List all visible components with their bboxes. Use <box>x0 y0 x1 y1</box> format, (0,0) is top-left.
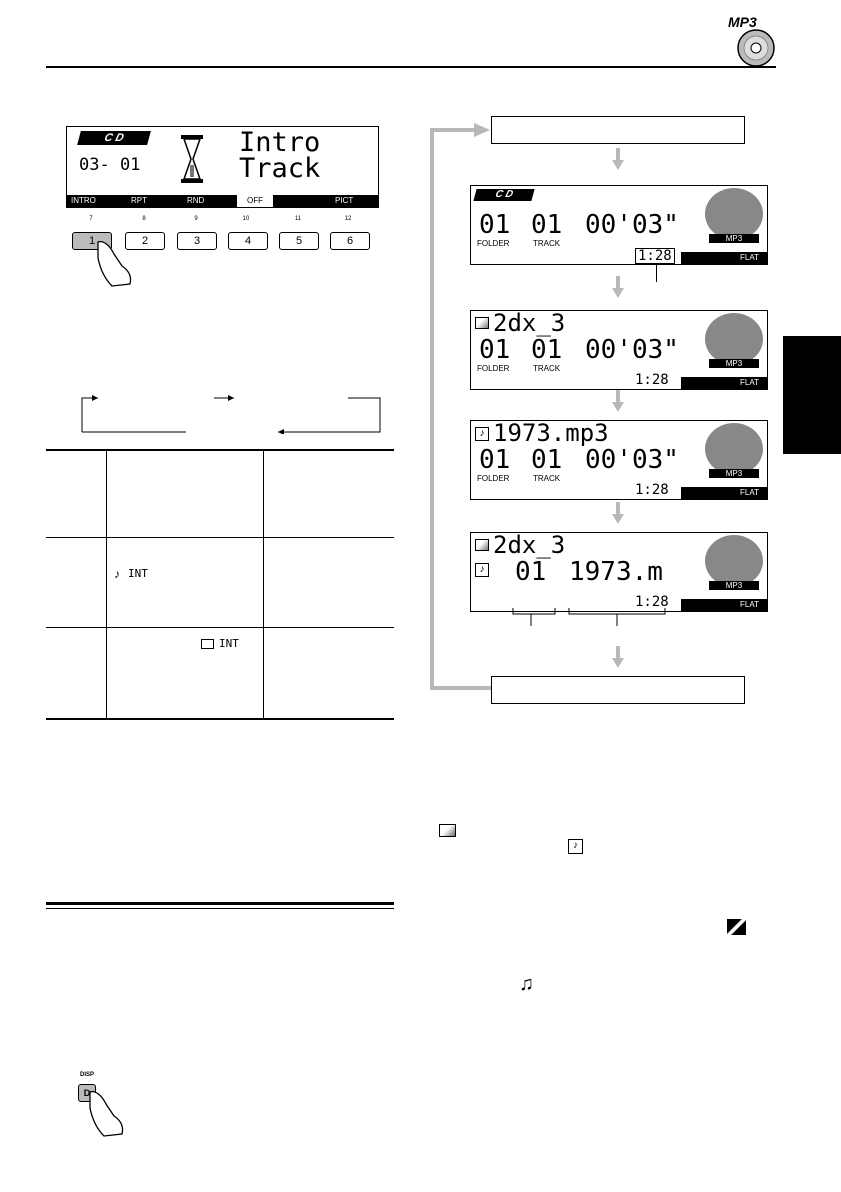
folder-label-3: FOLDER <box>477 474 510 483</box>
folder-number-2: 01 <box>479 335 511 365</box>
mp3-tag-4-text: MP3 <box>725 581 743 590</box>
arrow-shaft-2 <box>616 276 620 288</box>
down-arrow-5 <box>612 658 624 668</box>
track-icon-legend: ♪ <box>568 839 583 854</box>
mp3-display-4 <box>470 532 768 612</box>
eq-bar-1 <box>681 252 767 264</box>
table-int-1: INT <box>128 567 148 580</box>
intro-line1: Intro <box>239 127 321 158</box>
track-number-2: 01 <box>531 335 563 365</box>
elapsed-time-2: 00'03" <box>585 335 679 365</box>
cycle-diagram <box>78 394 388 434</box>
side-tab <box>783 336 841 454</box>
folder-icon-4 <box>475 539 489 551</box>
track-label-2: TRACK <box>533 364 561 373</box>
mp3-tag-4 <box>709 581 759 590</box>
eq-bar-3 <box>681 487 767 499</box>
hourglass-icon <box>181 135 203 183</box>
clock-pointer <box>656 264 657 282</box>
clock-3: 1:28 <box>635 482 669 498</box>
disp-button-label: D <box>83 1088 91 1098</box>
disc-graphic-4 <box>705 535 763 587</box>
button-number-8: 8 <box>142 216 146 222</box>
picture-icon-legend <box>727 919 746 935</box>
arrow-shaft-1 <box>616 148 620 160</box>
softkey-bar <box>67 195 378 207</box>
mp3-tag-3-text: MP3 <box>725 469 743 478</box>
track-name-4: 1973.m <box>569 557 663 587</box>
down-arrow-4 <box>612 514 624 524</box>
folder-number-3: 01 <box>479 445 511 475</box>
track-icon-4: ♪ <box>475 563 489 577</box>
button-number-12: 12 <box>344 216 352 222</box>
finger-icon <box>92 238 152 288</box>
button-number-9: 9 <box>194 216 198 222</box>
mp3-tag-2-text: MP3 <box>725 359 743 368</box>
softkey-off: OFF <box>237 195 273 207</box>
mp3-display-1 <box>470 185 768 265</box>
cd-badge-1 <box>473 189 534 201</box>
field-brackets <box>505 608 695 626</box>
folder-name-4: 2dx_3 <box>493 531 566 559</box>
down-arrow-2 <box>612 288 624 298</box>
intro-line2: Track <box>239 153 321 184</box>
mp3-tag-3 <box>709 469 759 478</box>
mp3-tag-1-text: MP3 <box>725 234 743 243</box>
clock-1: 1:28 <box>635 248 675 264</box>
intro-display <box>66 126 379 208</box>
track-label-3: TRACK <box>533 474 561 483</box>
preset-button-3[interactable]: 3 <box>177 232 217 250</box>
folder-number-1: 01 <box>479 210 511 240</box>
arrow-shaft-4 <box>616 502 620 514</box>
eq-label-1: FLAT <box>740 253 759 262</box>
track-number-1: 01 <box>531 210 563 240</box>
mp3-display-3 <box>470 420 768 500</box>
preset-button-4[interactable]: 4 <box>228 232 268 250</box>
disc-icon <box>736 28 776 68</box>
mp3-logo <box>726 10 776 60</box>
elapsed-time-1: 00'03" <box>585 210 679 240</box>
folder-number-4: 01 <box>515 557 547 587</box>
table-col-rule-1 <box>106 451 107 718</box>
finger-disp-icon <box>83 1088 146 1140</box>
table-row-rule-1 <box>46 537 394 538</box>
eq-bar-2 <box>681 377 767 389</box>
folder-icon-2 <box>475 317 489 329</box>
track-label-1: TRACK <box>533 239 561 248</box>
softkey-pict: PICT <box>335 196 354 205</box>
down-arrow-3 <box>612 402 624 412</box>
disc-graphic-2 <box>705 313 763 365</box>
softkey-rnd: RND <box>187 196 205 205</box>
softkey-intro: INTRO <box>71 196 96 205</box>
table-int-2: INT <box>219 637 239 650</box>
section-rule-thin <box>46 908 394 909</box>
disp-caption: DISP <box>80 1072 95 1078</box>
table-col-rule-2 <box>263 451 264 718</box>
music-note-icon: ♫ <box>519 973 534 995</box>
loop-shaft-vertical <box>430 128 434 690</box>
down-arrow-1 <box>612 160 624 170</box>
track-name-3: 1973.mp3 <box>493 419 609 447</box>
flow-end-box <box>491 676 745 704</box>
table-row-rule-2 <box>46 627 394 628</box>
eq-label-3: FLAT <box>740 488 759 497</box>
arrow-shaft-3 <box>616 390 620 402</box>
button-number-7: 7 <box>89 216 93 222</box>
cd-badge <box>77 131 151 145</box>
preset-button-6[interactable]: 6 <box>330 232 370 250</box>
elapsed-time-3: 00'03" <box>585 445 679 475</box>
eq-label-4: FLAT <box>740 600 759 609</box>
section-rule <box>46 902 394 905</box>
button-number-11: 11 <box>294 216 302 222</box>
mp3-logo-text: MP3 <box>728 14 757 30</box>
eq-label-2: FLAT <box>740 378 759 387</box>
flow-start-box <box>491 116 745 144</box>
preset-button-1[interactable]: 1 <box>72 232 112 250</box>
table-bottom-rule <box>46 718 394 720</box>
mp3-display-2 <box>470 310 768 390</box>
folder-name-2: 2dx_3 <box>493 309 566 337</box>
folder-label-1: FOLDER <box>477 239 510 248</box>
note-icon: ♪ <box>114 567 120 581</box>
cd-badge-text: C D <box>102 132 126 144</box>
loop-shaft-top <box>430 128 480 132</box>
button-number-10: 10 <box>242 216 250 222</box>
mp3-tag-1 <box>709 234 759 243</box>
preset-button-5[interactable]: 5 <box>279 232 319 250</box>
clock-4: 1:28 <box>635 594 669 610</box>
arrow-shaft-5 <box>616 646 620 658</box>
loop-shaft-bottom <box>430 686 492 690</box>
folder-icon-legend <box>439 824 456 837</box>
softkey-rpt: RPT <box>131 196 147 205</box>
folder-icon-table <box>201 639 214 649</box>
folder-label-2: FOLDER <box>477 364 510 373</box>
clock-2: 1:28 <box>635 372 669 388</box>
track-icon-3: ♪ <box>475 427 489 441</box>
mp3-tag-2 <box>709 359 759 368</box>
intro-counter: 03- 01 <box>79 155 141 175</box>
track-number-3: 01 <box>531 445 563 475</box>
table-top-rule <box>46 449 394 451</box>
cd-badge-1-text: C D <box>494 189 515 200</box>
loop-arrowhead <box>474 123 490 137</box>
header-rule <box>46 66 776 68</box>
preset-button-2[interactable]: 2 <box>125 232 165 250</box>
disc-graphic-1 <box>705 188 763 240</box>
disc-graphic-3 <box>705 423 763 475</box>
